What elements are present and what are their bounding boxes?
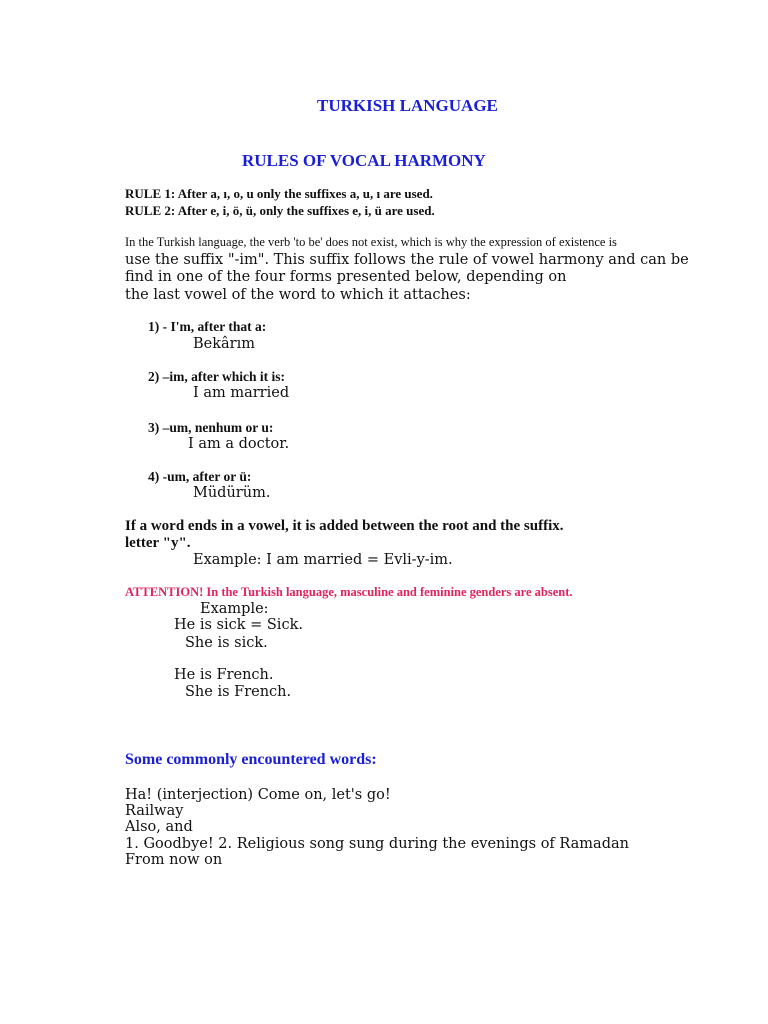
intro-line-2: use the suffix "-im". This suffix follows the rule of vowel harmony and can be [125, 252, 689, 268]
word-item: From now on [125, 852, 223, 868]
gender-example-line: He is sick = Sick. [174, 617, 303, 633]
vowel-rule-example: Example: I am married = Evli-y-im. [193, 552, 453, 568]
form-2-heading: 2) –im, after which it is: [148, 369, 285, 384]
vowel-rule-line-1: If a word ends in a vowel, it is added between the root and the suffix. [125, 518, 564, 534]
form-3-example: I am a doctor. [188, 436, 290, 452]
vowel-rule-line-2: letter "y". [125, 535, 191, 551]
form-1-heading: 1) - I'm, after that a: [148, 319, 267, 334]
word-item: Also, and [125, 819, 193, 835]
intro-line-1: In the Turkish language, the verb 'to be' does not exist, which is why the expression of existence is [125, 235, 617, 249]
page-title: TURKISH LANGUAGE [317, 96, 498, 115]
rule-2: RULE 2: After e, i, ö, ü, only the suffixes e, i, ü are used. [125, 203, 435, 218]
attention-note: ATTENTION! In the Turkish language, masculine and feminine genders are absent. [125, 585, 573, 599]
form-1-example: Bekârım [193, 336, 255, 352]
intro-line-4: the last vowel of the word to which it attaches: [125, 287, 471, 303]
word-item: Ha! (interjection) Come on, let's go! [125, 787, 391, 803]
words-section-heading: Some commonly encountered words: [125, 751, 377, 768]
rule-1: RULE 1: After a, ı, o, u only the suffixes a, u, ı are used. [125, 186, 433, 201]
gender-example-label: Example: [200, 601, 269, 617]
form-4-example: Müdürüm. [193, 485, 271, 501]
word-item: Railway [125, 803, 184, 819]
intro-line-3: find in one of the four forms presented below, depending on [125, 269, 567, 285]
gender-example-line: She is French. [185, 684, 292, 700]
gender-example-line: She is sick. [185, 635, 268, 651]
form-4-heading: 4) -um, after or ü: [148, 469, 252, 484]
form-2-example: I am married [193, 385, 290, 401]
form-3-heading: 3) –um, nenhum or u: [148, 420, 274, 435]
page-subtitle: RULES OF VOCAL HARMONY [242, 151, 486, 170]
word-item: 1. Goodbye! 2. Religious song sung during the evenings of Ramadan [125, 836, 629, 852]
gender-example-line: He is French. [174, 667, 274, 683]
